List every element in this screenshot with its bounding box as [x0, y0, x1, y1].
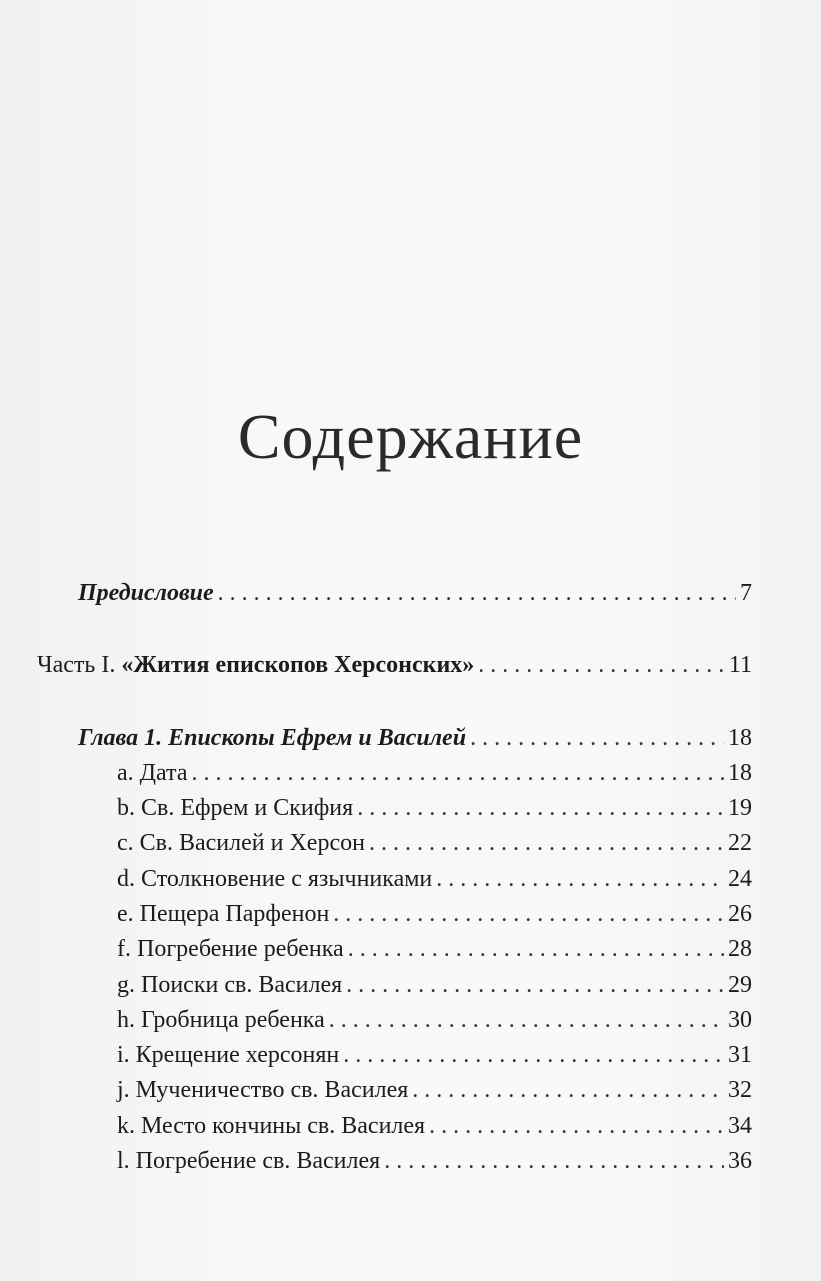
dot-leader — [478, 650, 725, 680]
toc-entry-preface[interactable] — [78, 578, 752, 608]
toc-entry-label: f. Погребение ребенка — [117, 936, 344, 962]
dot-leader — [369, 828, 724, 858]
toc-page-number: 19 — [728, 795, 752, 821]
dot-leader — [333, 899, 724, 929]
toc-page-number: 26 — [728, 901, 752, 927]
dot-leader — [348, 934, 724, 964]
toc-entry-section[interactable] — [117, 1075, 752, 1105]
toc-entry-label: Предисловие — [78, 580, 214, 606]
toc-entry-label: c. Св. Василей и Херсон — [117, 830, 365, 856]
toc-page-number: 32 — [728, 1077, 752, 1103]
toc-page-number: 24 — [728, 866, 752, 892]
toc-entry-section[interactable] — [117, 758, 752, 788]
toc-page-number: 18 — [728, 725, 752, 751]
toc-entry-section[interactable] — [117, 828, 752, 858]
part-title: «Жития епископов Херсонских» — [121, 652, 475, 678]
toc-entry-label: l. Погребение св. Василея — [117, 1148, 381, 1174]
toc-entry-label: i. Крещение херсонян — [117, 1042, 340, 1068]
toc-entry-label — [37, 650, 474, 680]
dot-leader — [436, 864, 724, 894]
dot-leader — [343, 1040, 724, 1070]
dot-leader — [429, 1111, 724, 1141]
toc-entry-section[interactable] — [117, 1111, 752, 1141]
dot-leader — [357, 793, 724, 823]
toc-page-number: 22 — [728, 830, 752, 856]
toc-entry-label: e. Пещера Парфенон — [117, 901, 330, 927]
toc-entry-section[interactable] — [117, 899, 752, 929]
toc-page-number: 31 — [728, 1042, 752, 1068]
toc-page-number: 11 — [728, 652, 752, 678]
toc-entry-section[interactable] — [117, 1005, 752, 1035]
toc-entry-label: Глава 1. Епископы Ефрем и Василей — [78, 725, 467, 751]
toc-page-number: 18 — [728, 760, 752, 786]
toc-entry-section[interactable] — [117, 970, 752, 1000]
toc-entry-section[interactable] — [117, 1146, 752, 1176]
dot-leader — [329, 1005, 724, 1035]
page-title: Содержание — [237, 401, 584, 472]
toc-page-number: 28 — [728, 936, 752, 962]
toc-entry-section[interactable] — [117, 934, 752, 964]
dot-leader — [346, 970, 724, 1000]
dot-leader — [412, 1075, 724, 1105]
toc-page-number: 36 — [728, 1148, 752, 1174]
dot-leader — [218, 578, 736, 608]
toc-entry-part-1[interactable] — [37, 650, 752, 680]
toc-entry-label: g. Поиски св. Василея — [117, 972, 343, 998]
dot-leader — [384, 1146, 724, 1176]
toc-entry-chapter-1[interactable] — [78, 723, 752, 753]
toc-page-number: 30 — [728, 1007, 752, 1033]
dot-leader — [470, 723, 724, 753]
toc-entry-section[interactable] — [117, 864, 752, 894]
toc-page-number: 34 — [728, 1113, 752, 1139]
dot-leader — [192, 758, 725, 788]
part-prefix: Часть I. — [37, 652, 122, 678]
toc-entry-label: k. Место кончины св. Василея — [117, 1113, 426, 1139]
toc-entry-label: b. Св. Ефрем и Скифия — [117, 795, 354, 821]
toc-page-number: 29 — [728, 972, 752, 998]
toc-page-number: 7 — [740, 580, 752, 606]
toc-entry-label: j. Мученичество св. Василея — [117, 1077, 409, 1103]
toc-entry-label: d. Столкновение с язычниками — [117, 866, 433, 892]
toc-entry-section[interactable] — [117, 793, 752, 823]
toc-entry-section[interactable] — [117, 1040, 752, 1070]
toc-entry-label: h. Гробница ребенка — [117, 1007, 325, 1033]
toc-entry-label: a. Дата — [117, 760, 188, 786]
